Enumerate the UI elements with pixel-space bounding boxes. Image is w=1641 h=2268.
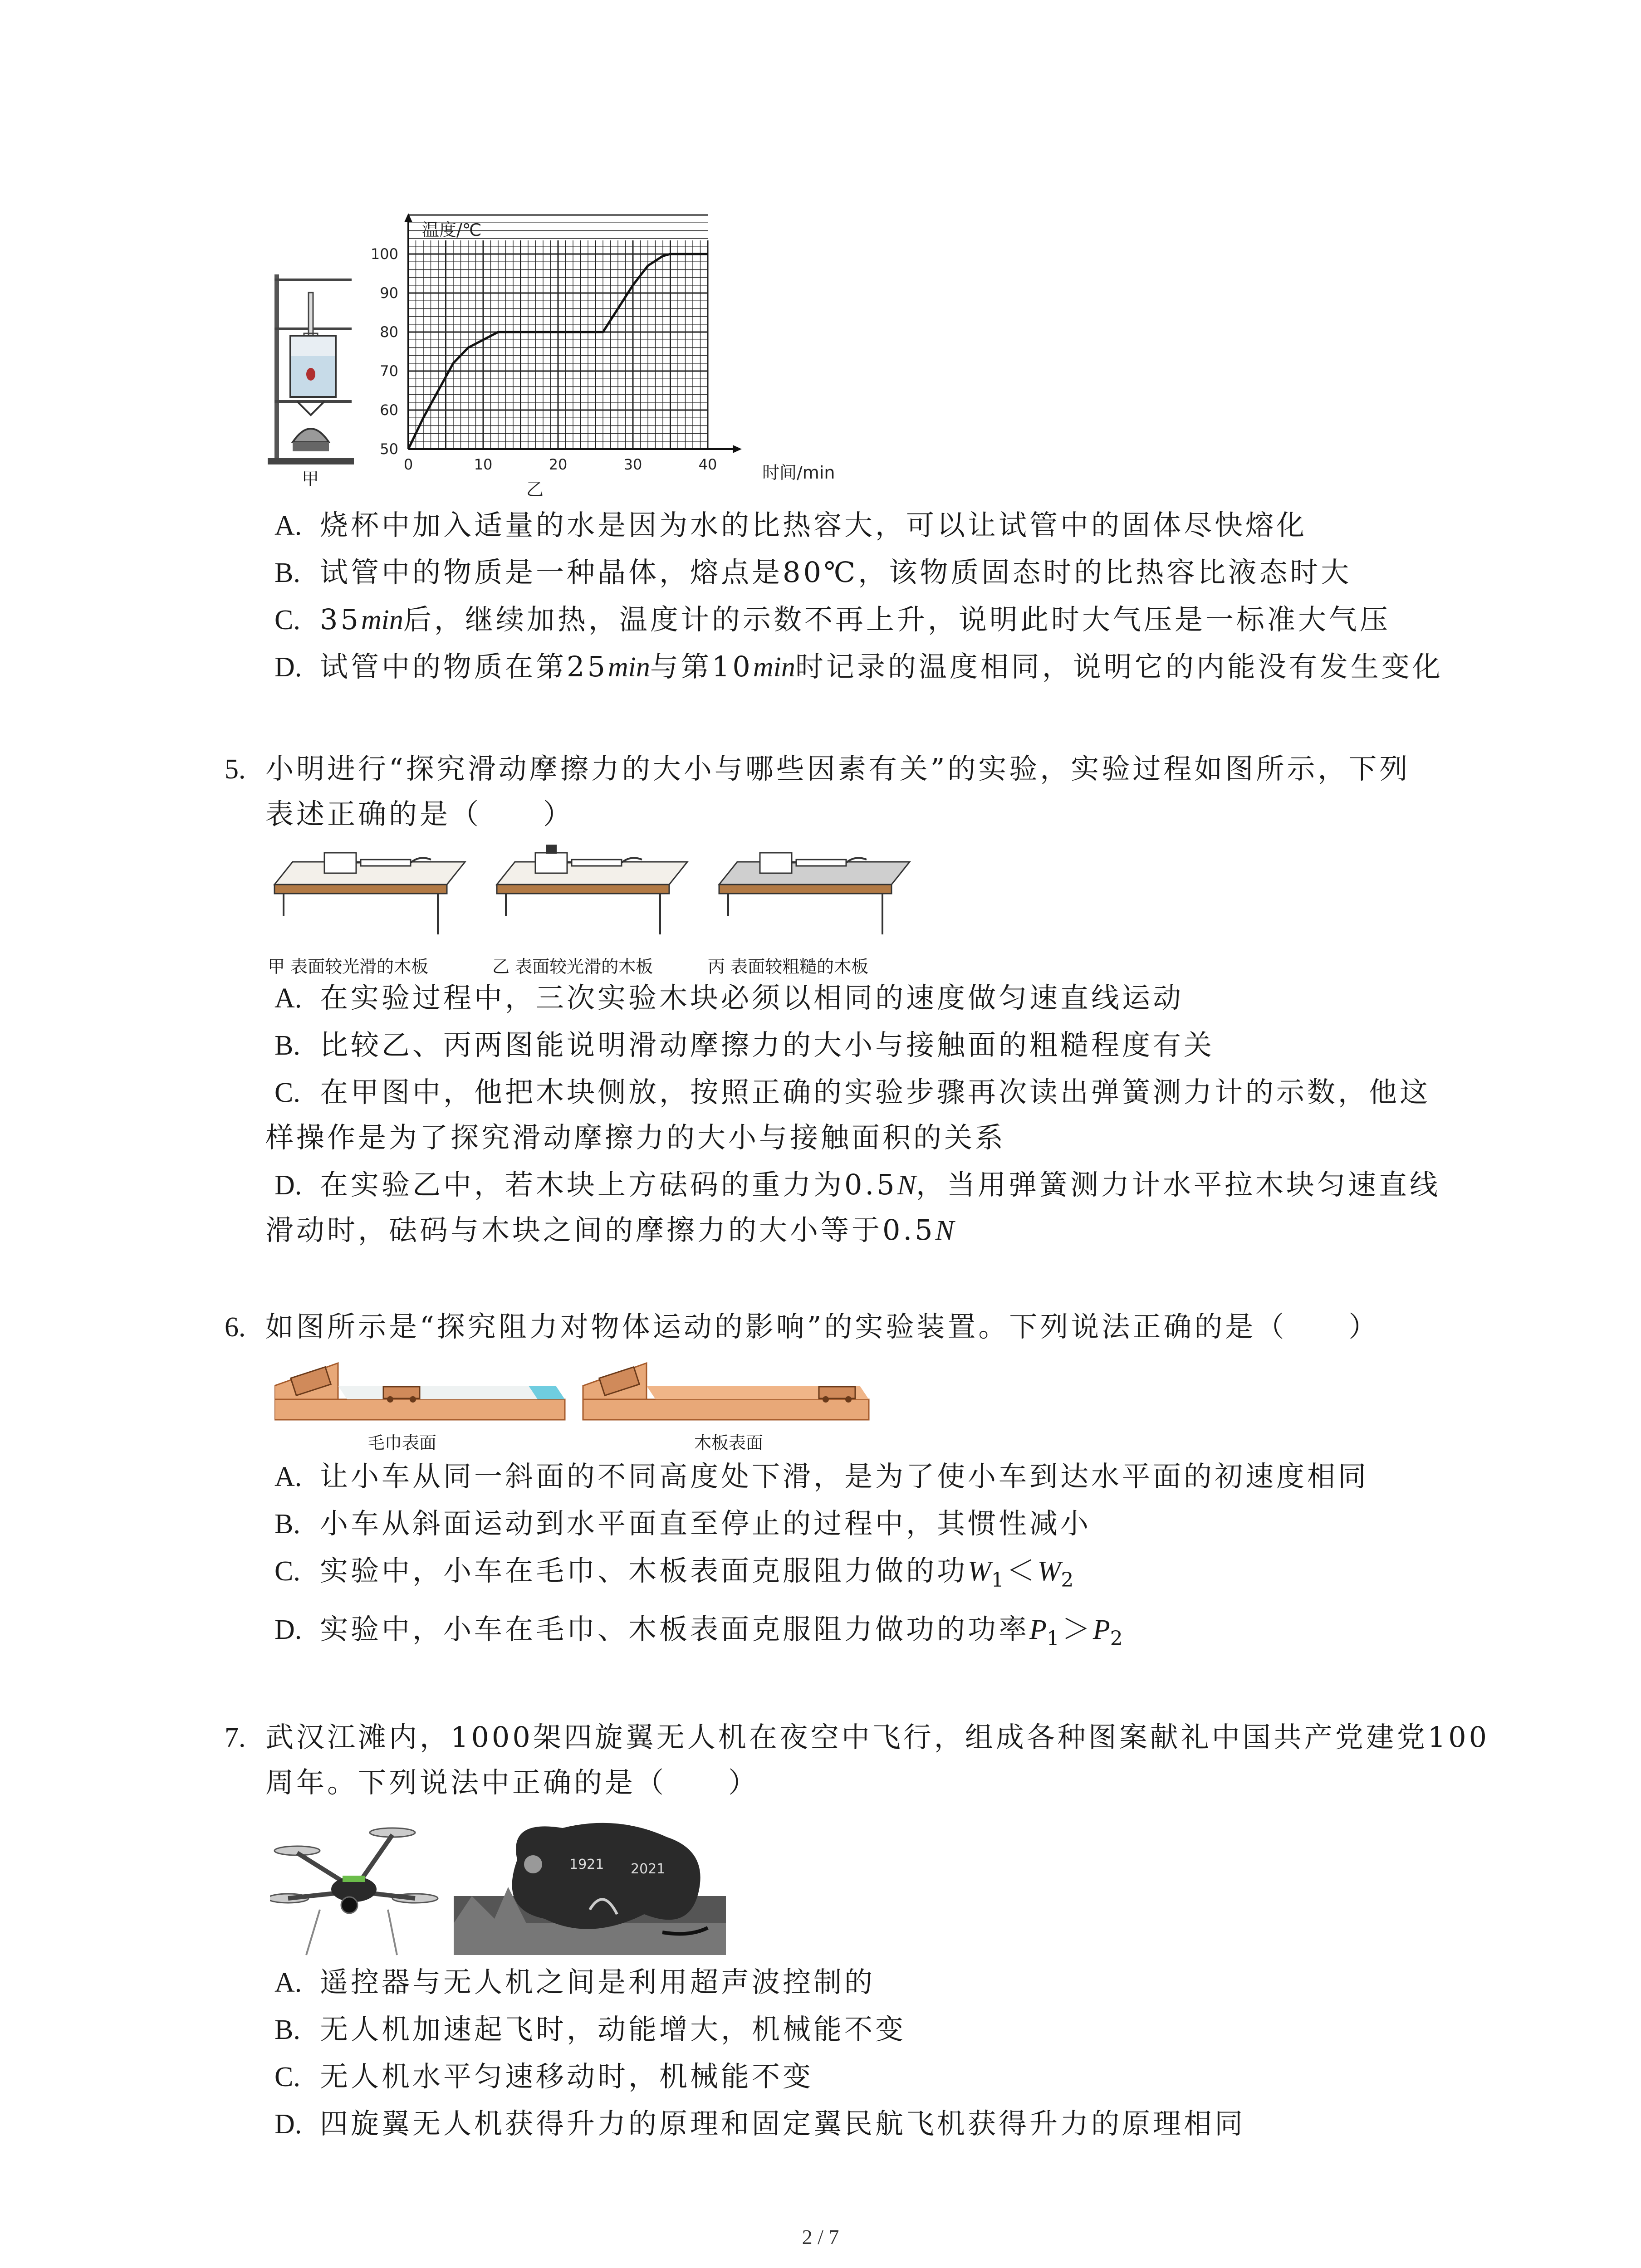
caption-towel: 毛巾表面 [367,1433,437,1453]
question-stem: 如图所示是“探究阻力对物体运动的影响”的实验装置。下列说法正确的是（ ） [265,1310,1380,1343]
option-letter: A. [274,510,302,541]
question-stem: 武汉江滩内，1000架四旋翼无人机在夜空中飞行，组成各种图案献礼中国共产党建党100 [265,1721,1490,1754]
q5-option-d [274,1167,1440,1203]
unit-newton: N [935,1215,954,1246]
var-w: W [1037,1556,1061,1587]
q6-option-a [274,1458,1369,1495]
unit-min: min [753,652,795,683]
option-letter: C. [274,2062,300,2092]
unit-newton: N [897,1170,916,1201]
option-text: 四旋翼无人机获得升力的原理和固定翼民航飞机获得升力的原理相同 [320,2107,1246,2140]
option-text: 实验中，小车在毛巾、木板表面克服阻力做的功 [320,1554,968,1587]
x-tick-label: 0 [403,456,413,473]
unit-min: min [361,605,403,635]
subscript: 2 [1110,1627,1126,1650]
option-text: 试管中的物质是一种晶体，熔点是80℃，该物质固态时的比热容比液态时大 [320,556,1352,589]
chart-x-axis-label: 时间/min [762,463,835,483]
question-number: 6. [225,1312,246,1343]
chart-label: 乙 [526,479,544,499]
option-letter: C. [274,605,300,635]
chart-tick-labels [371,245,717,473]
var-p: P [1029,1614,1047,1645]
operator: ＞ [1062,1613,1093,1646]
option-text: 实验中，小车在毛巾、木板表面克服阻力做功的功率 [320,1613,1030,1646]
question-stem-cont: 表述正确的是（ ） [265,797,574,831]
q5-stem-line-1 [225,751,1410,787]
x-tick-label: 20 [549,456,568,473]
q6-option-b [274,1505,1091,1542]
option-text-cont: 滑动时，砝码与木块之间的摩擦力的大小等于0.5 [265,1213,936,1246]
caption-bing: 丙 表面较粗糙的木板 [708,957,869,977]
board-jia [274,853,465,934]
q7-option-a [274,1964,875,2001]
option-letter: D. [274,2109,302,2140]
x-tick-label: 30 [623,456,642,473]
option-text: 在实验过程中，三次实验木块必须以相同的速度做匀速直线运动 [320,981,1184,1014]
y-tick-label: 100 [370,245,398,263]
x-tick-label: 10 [474,456,493,473]
year-2021: 2021 [631,1861,666,1877]
x-axis-arrow [733,445,742,453]
question-stem: 小明进行“探究滑动摩擦力的大小与哪些因素有关”的实验，实验过程如图所示，下列 [265,752,1411,785]
page-number: 2 / 7 [802,2225,839,2248]
q4-option-c [274,601,1391,638]
q7-option-b [274,2011,906,2048]
resistance-experiment-figure [274,1354,873,1436]
option-text: 无人机水平匀速移动时，机械能不变 [320,2060,814,2093]
q5-stem-line-2 [265,796,574,832]
option-letter: B. [274,557,300,588]
option-text-1: 试管中的物质在第25 [320,650,608,683]
wood-setup [583,1363,869,1420]
option-text-1: 35 [320,603,361,636]
q4-option-a [274,507,1307,544]
caption-yi: 乙 表面较光滑的木板 [492,957,653,977]
option-text: 遥控器与无人机之间是利用超声波控制的 [320,1965,876,1999]
q4-option-d [274,649,1443,685]
q4-option-b [274,554,1352,591]
option-letter: B. [274,1030,300,1061]
option-text: 烧杯中加入适量的水是因为水的比热容大，可以让试管中的固体尽快熔化 [320,508,1308,542]
q6-option-c [274,1553,1076,1598]
year-1921: 1921 [569,1857,604,1872]
option-letter: D. [274,1614,302,1645]
drone-image [270,1819,442,1964]
board-yi [497,845,687,934]
option-letter: D. [274,652,302,683]
apparatus-label: 甲 [302,469,319,489]
unit-min: min [607,652,650,683]
option-text: 无人机加速起飞时，动能增大，机械能不变 [320,2013,906,2046]
board-bing [719,853,910,934]
question-number: 7. [225,1722,246,1753]
option-text-2: 后，继续加热，温度计的示数不再上升，说明此时大气压是一标准大气压 [403,603,1391,636]
option-text-cont: 样操作是为了探究滑动摩擦力的大小与接触面积的关系 [265,1121,1006,1154]
option-text-2: 与第10 [650,650,753,683]
q6-option-d [274,1611,1126,1657]
option-text: 在甲图中，他把木块侧放，按照正确的实验步骤再次读出弹簧测力计的示数，他这 [320,1075,1431,1109]
option-text: 小车从斜面运动到水平面直至停止的过程中，其惯性减小 [320,1507,1092,1540]
x-tick-label: 40 [698,456,717,473]
operator: ＜ [1006,1554,1038,1587]
q5-option-c-cont [265,1119,1006,1156]
option-letter: D. [274,1170,302,1201]
chart-y-axis-label: 温度/℃ [422,220,482,240]
var-w: W [968,1556,991,1587]
var-p: P [1092,1614,1110,1645]
q6-stem [225,1309,1379,1345]
option-letter: C. [274,1556,300,1587]
question-stem-cont: 周年。下列说法中正确的是（ ） [265,1766,759,1799]
q5-option-d-cont [265,1212,954,1249]
caption-jia: 甲 表面较光滑的木板 [268,957,429,977]
towel-setup [274,1363,565,1420]
heating-apparatus-figure [265,265,356,474]
option-text-2: ，当用弹簧测力计水平拉木块匀速直线 [916,1168,1440,1201]
q7-option-d [274,2106,1245,2142]
option-letter: A. [274,1461,302,1492]
q7-stem-line-1 [225,1719,1489,1756]
option-text: 比较乙、丙两图能说明滑动摩擦力的大小与接触面的粗糙程度有关 [320,1028,1215,1061]
subscript: 2 [1061,1569,1077,1592]
option-letter: A. [274,983,302,1014]
y-tick-label: 50 [380,440,398,458]
question-number: 5. [225,754,246,785]
option-letter: B. [274,2014,300,2045]
caption-wood: 木板表面 [694,1433,764,1453]
y-tick-label: 60 [380,401,398,419]
option-letter: A. [274,1967,302,1998]
q5-option-c [274,1074,1430,1111]
drone-show-image [454,1819,726,1955]
option-letter: B. [274,1509,300,1540]
option-letter: C. [274,1077,300,1108]
temperature-time-chart [354,213,853,503]
y-tick-label: 90 [380,284,398,302]
friction-experiment-figures [270,844,914,948]
subscript: 1 [991,1569,1007,1592]
option-text: 让小车从同一斜面的不同高度处下滑，是为了使小车到达水平面的初速度相同 [320,1460,1369,1493]
q7-stem-line-2 [265,1765,759,1801]
q5-option-b [274,1027,1215,1064]
y-tick-label: 80 [380,323,398,341]
q7-option-c [274,2058,813,2095]
option-text-3: 时记录的温度相同，说明它的内能没有发生变化 [795,650,1443,683]
option-text-1: 在实验乙中，若木块上方砝码的重力为0.5 [320,1168,897,1201]
q5-option-a [274,980,1184,1017]
y-tick-label: 70 [380,362,398,380]
subscript: 1 [1046,1627,1062,1650]
